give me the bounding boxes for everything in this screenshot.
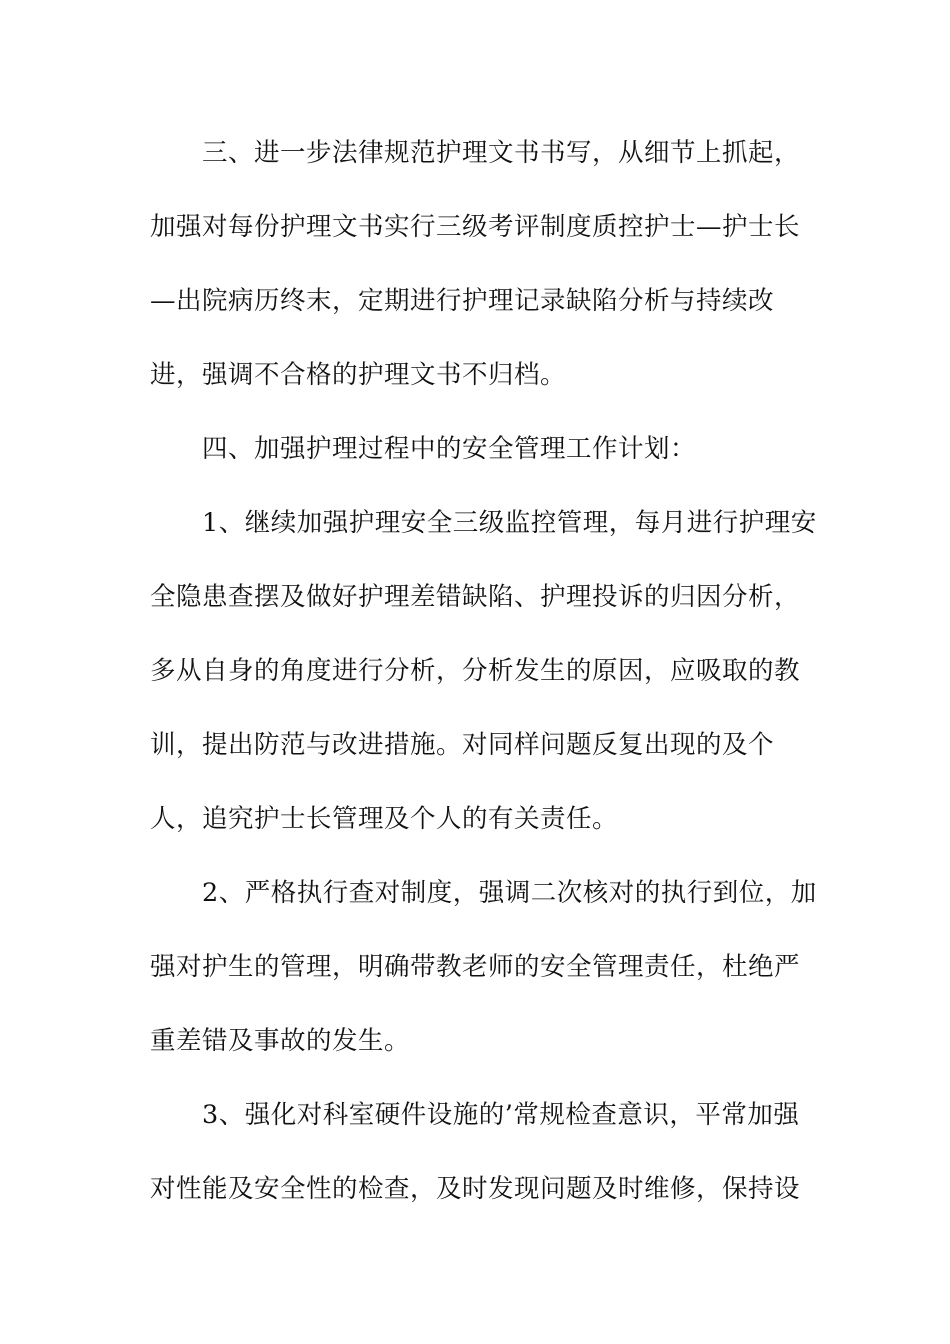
item-1-line-2: 全隐患查摆及做好护理差错缺陷、护理投诉的归因分析， xyxy=(150,582,801,612)
item-1-line-4: 训，提出防范与改进措施。对同样问题反复出现的及个 xyxy=(150,730,775,760)
item-2-line-2: 强对护生的管理，明确带教老师的安全管理责任，杜绝严 xyxy=(150,952,801,982)
paragraph-3-line-2: 加强对每份护理文书实行三级考评制度质控护士—护士长 xyxy=(150,212,801,242)
section-4-heading: 四、加强护理过程中的安全管理工作计划： xyxy=(202,434,697,464)
paragraph-3-line-1: 三、进一步法律规范护理文书书写，从细节上抓起， xyxy=(202,138,801,168)
item-2-line-3: 重差错及事故的发生。 xyxy=(150,1026,411,1056)
item-3-line-2: 对性能及安全性的检查，及时发现问题及时维修，保持设 xyxy=(150,1174,801,1204)
paragraph-3-line-4: 进，强调不合格的护理文书不归档。 xyxy=(150,360,567,390)
document-body xyxy=(150,124,817,1234)
item-1-line-5: 人，追究护士长管理及个人的有关责任。 xyxy=(150,804,619,834)
item-2-line-1: 2、严格执行查对制度，强调二次核对的执行到位，加 xyxy=(202,878,817,908)
item-1-line-1: 1、继续加强护理安全三级监控管理，每月进行护理安 xyxy=(202,508,817,538)
paragraph-3-line-3: —出院病历终末，定期进行护理记录缺陷分析与持续改 xyxy=(150,286,775,316)
item-3-line-1: 3、强化对科室硬件设施的’常规检查意识，平常加强 xyxy=(202,1100,800,1130)
item-1-line-3: 多从自身的角度进行分析，分析发生的原因，应吸取的教 xyxy=(150,656,801,686)
